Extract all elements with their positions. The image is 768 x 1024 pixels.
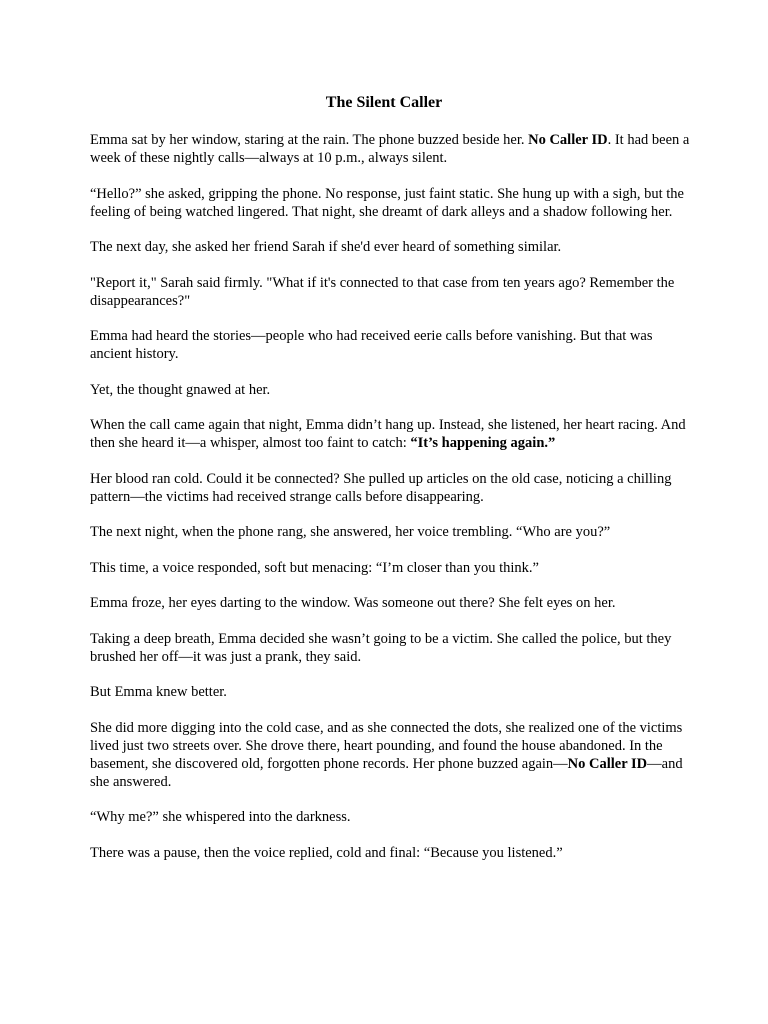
paragraph bbox=[90, 327, 690, 363]
paragraph bbox=[90, 470, 690, 506]
bold-text: No Caller ID bbox=[567, 755, 648, 772]
text-run: Emma froze, her eyes darting to the window. Was someone out there? She felt eyes on her. bbox=[90, 595, 616, 611]
paragraph bbox=[90, 559, 690, 577]
text-run: —and she answered. bbox=[90, 755, 683, 790]
text-run: She did more digging into the cold case, and as she connected the dots, she realized one of the victims lived just two streets over. She drove there, heart pounding, and found the house abandoned. In the basement, she discovered old, forgotten phone records. Her phone buzzed again— bbox=[90, 719, 683, 772]
text-run: “Hello?” she asked, gripping the phone. No response, just faint static. She hung up with a sigh, but the feeling of being watched lingered. That night, she dreamt of dark alleys and a shadow following her. bbox=[90, 185, 684, 220]
text-run: Emma had heard the stories—people who had received eerie calls before vanishing. But that was ancient history. bbox=[90, 328, 653, 362]
document-body bbox=[90, 131, 690, 879]
text-run: There was a pause, then the voice replied, cold and final: “Because you listened.” bbox=[90, 844, 563, 861]
bold-text: “It’s happening again.” bbox=[410, 435, 556, 451]
text-run: . It had been a week of these nightly calls—always at 10 p.m., always silent. bbox=[90, 132, 690, 166]
text-run: Taking a deep breath, Emma decided she wasn’t going to be a victim. She called the police, but they brushed her off—it was just a prank, they said. bbox=[90, 630, 672, 665]
text-run: This time, a voice responded, soft but menacing: “I’m closer than you think.” bbox=[90, 559, 539, 576]
paragraph bbox=[90, 274, 690, 310]
paragraph bbox=[90, 844, 690, 862]
text-run: Emma sat by her window, staring at the rain. The phone buzzed beside her. bbox=[90, 132, 529, 148]
paragraph bbox=[90, 131, 690, 167]
paragraph bbox=[90, 416, 690, 452]
text-run: "Report it," Sarah said firmly. "What if it's connected to that case from ten years ago? Remember the disappearances?" bbox=[90, 274, 675, 309]
paragraph bbox=[90, 523, 690, 541]
text-run: When the call came again that night, Emma didn’t hang up. Instead, she listened, her heart racing. And then she heard it—a whisper, almost too faint to catch: bbox=[90, 417, 686, 451]
text-run: Yet, the thought gnawed at her. bbox=[90, 381, 271, 398]
document-title: The Silent Caller bbox=[325, 94, 443, 111]
paragraph bbox=[90, 808, 690, 826]
text-run: The next day, she asked her friend Sarah if she'd ever heard of something similar. bbox=[90, 239, 562, 255]
paragraph bbox=[90, 594, 690, 612]
paragraph bbox=[90, 630, 690, 666]
bold-text: No Caller ID bbox=[528, 132, 608, 148]
text-run: “Why me?” she whispered into the darkness. bbox=[90, 809, 351, 825]
paragraph bbox=[90, 719, 690, 791]
paragraph bbox=[90, 238, 690, 256]
paragraph bbox=[90, 683, 690, 701]
paragraph bbox=[90, 185, 690, 221]
text-run: The next night, when the phone rang, she answered, her voice trembling. “Who are you?” bbox=[90, 524, 611, 540]
paragraph bbox=[90, 381, 690, 399]
text-run: Her blood ran cold. Could it be connected? She pulled up articles on the old case, noticing a chilling pattern—the victims had received strange calls before disappearing. bbox=[90, 470, 672, 505]
text-run: But Emma knew better. bbox=[90, 684, 227, 700]
